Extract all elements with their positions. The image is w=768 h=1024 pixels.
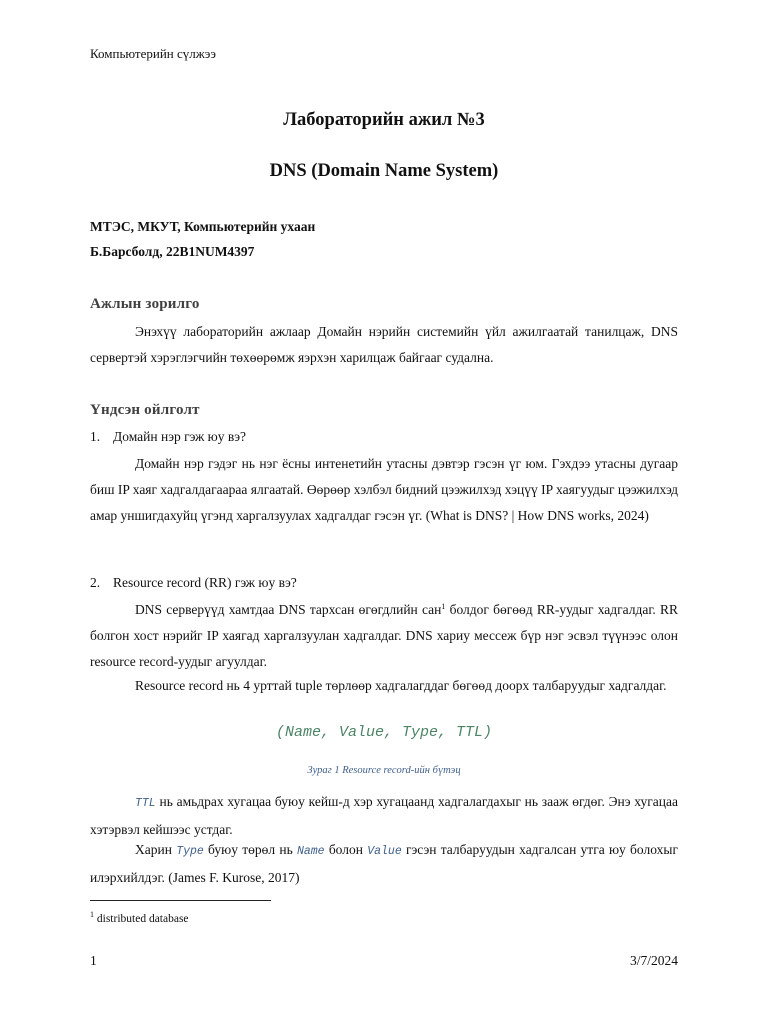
domain-name-text: Домайн нэр гэдэг нь нэг ёсны интенетийн утасны дэвтэр гэсэн үг юм. Гэхдээ утасны дугаар биш IP хаяг хадгалдагаараа ялгаатай. Өөрөөр хэлбэл бидний цээжилхэд хэцүү IP хаягуудыг цээжилхэд амар уншигдахуйц үгэнд харгалзуулах хадгалдаг гэсэн үг. (What is DNS? | How DNS works, 2024) xyxy=(90,456,678,523)
footnote xyxy=(90,910,189,925)
ttl-paragraph xyxy=(90,789,678,843)
value-code: Value xyxy=(367,845,402,858)
type-text-c: болон xyxy=(324,842,368,857)
rr-tuple-formula: (Name, Value, Type, TTL) xyxy=(275,724,493,741)
type-text-d: гэсэн талбаруудын хадгалсан утга юу болохыг илэрхийлдэг. (James F. Kurose, 2017) xyxy=(90,842,678,885)
type-paragraph xyxy=(90,837,678,891)
domain-name-paragraph xyxy=(90,451,678,529)
list-item-2 xyxy=(90,575,297,591)
list-item-1 xyxy=(90,429,246,445)
name-code: Name xyxy=(296,845,325,858)
rr-text-b: болдог бөгөөд RR-уудыг хадгалдаг. RR болгон хост нэрийг IP хаягад харгалзуулан хадгалдаг. DNS хариу мессеж бүр нэг эсвэл түүнээс олон resource record-уудыг агуулдаг. xyxy=(90,602,678,669)
type-text-a: Харин xyxy=(135,842,177,857)
footnote-reference[interactable]: 1 xyxy=(441,602,446,611)
tuple-text: Resource record нь 4 урттай tuple төрлөөр хадгалагддаг бөгөөд доорх талбаруудыг хадгалдаг. xyxy=(135,678,667,693)
footer-date: 3/7/2024 xyxy=(629,953,678,968)
running-header: Компьютерийн сүлжээ xyxy=(90,46,216,61)
page-number: 1 xyxy=(90,953,97,968)
type-code: Type xyxy=(176,845,204,858)
list-number-2: 2. xyxy=(90,575,101,590)
ttl-code: TTL xyxy=(135,797,156,810)
type-text-b: буюу төрөл нь xyxy=(203,842,297,857)
footnote-separator xyxy=(90,900,271,901)
ttl-text: нь амьдрах хугацаа буюу кейш-д хэр хугацаанд хадгалагдахыг нь зааж өгдөг. Энэ хугацаа хэтэрвэл кейшээс устдаг. xyxy=(90,794,678,837)
lab-title: Лабораторийн ажил №3 xyxy=(283,110,485,130)
purpose-text: Энэхүү лабораторийн ажлаар Домайн нэрийн системийн үйл ажилгаатай танилцаж, DNS сервертэй хэрэглэгчийн төхөөрөмж яэрхэн харилцаж байгааг судална. xyxy=(90,324,678,365)
list-question-1: Домайн нэр гэж юу вэ? xyxy=(113,429,247,444)
footnote-number: 1 xyxy=(90,910,94,919)
resource-record-paragraph xyxy=(90,597,678,675)
list-number-1: 1. xyxy=(90,429,101,444)
lab-subtitle: DNS (Domain Name System) xyxy=(269,161,499,181)
list-question-2: Resource record (RR) гэж юу вэ? xyxy=(113,575,297,590)
figure-caption: Зураг 1 Resource record-ийн бүтэц xyxy=(307,765,461,776)
section-heading-purpose: Ажлын зорилго xyxy=(90,296,200,312)
rr-text-a: DNS серверүүд хамтдаа DNS тархсан өгөгдлийн сан xyxy=(135,602,442,617)
author-name-id: Б.Барсболд, 22B1NUM4397 xyxy=(90,244,255,259)
author-affiliation: МТЭС, МКУТ, Компьютерийн ухаан xyxy=(90,219,316,234)
tuple-paragraph xyxy=(90,673,678,699)
section-heading-concepts: Үндсэн ойлголт xyxy=(90,402,200,418)
footnote-text: distributed database xyxy=(94,913,189,925)
purpose-paragraph xyxy=(90,319,678,371)
